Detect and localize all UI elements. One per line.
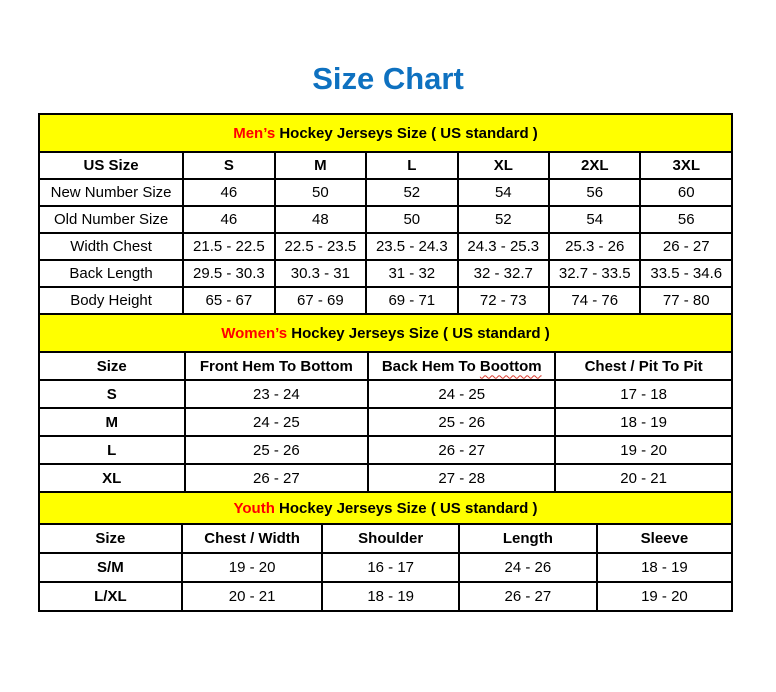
mens-row-label: Width Chest xyxy=(39,233,183,260)
mens-value-cell: 54 xyxy=(458,179,549,206)
mens-band-highlight: Men’s xyxy=(233,124,276,142)
mens-header-cell: S xyxy=(183,152,274,179)
womens-header-cell xyxy=(368,352,555,380)
youth-size-table xyxy=(38,491,733,612)
youth-data-row xyxy=(39,553,732,582)
youth-row-label: S/M xyxy=(39,553,182,582)
mens-value-cell: 31 - 32 xyxy=(366,260,457,287)
womens-band-row xyxy=(39,314,732,352)
youth-value-cell: 20 - 21 xyxy=(182,582,323,611)
mens-value-cell: 69 - 71 xyxy=(366,287,457,314)
womens-data-row xyxy=(39,436,732,464)
womens-row-label: M xyxy=(39,408,185,436)
youth-header-row xyxy=(39,524,732,553)
mens-band-row xyxy=(39,114,732,152)
mens-band-text: Hockey Jerseys Size ( US standard ) xyxy=(275,124,538,142)
mens-value-cell: 74 - 76 xyxy=(549,287,640,314)
mens-value-cell: 26 - 27 xyxy=(640,233,732,260)
womens-band xyxy=(39,314,732,352)
womens-data-row xyxy=(39,464,732,492)
mens-value-cell: 65 - 67 xyxy=(183,287,274,314)
mens-row-label: Back Length xyxy=(39,260,183,287)
womens-value-cell: 25 - 26 xyxy=(368,408,555,436)
youth-header-cell: Shoulder xyxy=(322,524,459,553)
mens-data-row xyxy=(39,287,732,314)
youth-header-cell: Length xyxy=(459,524,597,553)
mens-value-cell: 22.5 - 23.5 xyxy=(275,233,366,260)
mens-value-cell: 32 - 32.7 xyxy=(458,260,549,287)
mens-header-row xyxy=(39,152,732,179)
mens-row-label: New Number Size xyxy=(39,179,183,206)
mens-value-cell: 77 - 80 xyxy=(640,287,732,314)
womens-value-cell: 24 - 25 xyxy=(185,408,369,436)
mens-value-cell: 24.3 - 25.3 xyxy=(458,233,549,260)
youth-data-row xyxy=(39,582,732,611)
mens-data-row xyxy=(39,206,732,233)
youth-row-label: L/XL xyxy=(39,582,182,611)
womens-value-cell: 25 - 26 xyxy=(185,436,369,464)
womens-value-cell: 24 - 25 xyxy=(368,380,555,408)
womens-row-label: S xyxy=(39,380,185,408)
mens-header-cell: 3XL xyxy=(640,152,732,179)
size-tables-container xyxy=(38,113,733,612)
womens-value-cell: 26 - 27 xyxy=(185,464,369,492)
mens-value-cell: 48 xyxy=(275,206,366,233)
womens-value-cell: 20 - 21 xyxy=(555,464,732,492)
mens-row-label: Old Number Size xyxy=(39,206,183,233)
womens-row-label: XL xyxy=(39,464,185,492)
mens-value-cell: 33.5 - 34.6 xyxy=(640,260,732,287)
mens-value-cell: 56 xyxy=(640,206,732,233)
mens-data-row xyxy=(39,260,732,287)
mens-value-cell: 21.5 - 22.5 xyxy=(183,233,274,260)
youth-value-cell: 26 - 27 xyxy=(459,582,597,611)
mens-header-cell: L xyxy=(366,152,457,179)
womens-header-cell: Chest / Pit To Pit xyxy=(555,352,732,380)
womens-value-cell: 26 - 27 xyxy=(368,436,555,464)
mens-data-row xyxy=(39,179,732,206)
mens-size-table xyxy=(38,113,733,315)
mens-value-cell: 72 - 73 xyxy=(458,287,549,314)
misspelled-word: Boottom xyxy=(479,357,542,375)
youth-value-cell: 16 - 17 xyxy=(322,553,459,582)
page-title: Size Chart xyxy=(312,61,464,96)
youth-header-cell: Size xyxy=(39,524,182,553)
youth-value-cell: 19 - 20 xyxy=(182,553,323,582)
womens-value-cell: 23 - 24 xyxy=(185,380,369,408)
womens-value-cell: 18 - 19 xyxy=(555,408,732,436)
youth-value-cell: 19 - 20 xyxy=(597,582,732,611)
womens-value-cell: 19 - 20 xyxy=(555,436,732,464)
mens-header-cell: XL xyxy=(458,152,549,179)
womens-value-cell: 17 - 18 xyxy=(555,380,732,408)
mens-header-cell: US Size xyxy=(39,152,183,179)
youth-header-cell: Sleeve xyxy=(597,524,732,553)
mens-value-cell: 46 xyxy=(183,179,274,206)
mens-value-cell: 52 xyxy=(366,179,457,206)
womens-data-row xyxy=(39,380,732,408)
youth-value-cell: 18 - 19 xyxy=(322,582,459,611)
youth-header-cell: Chest / Width xyxy=(182,524,323,553)
mens-value-cell: 25.3 - 26 xyxy=(549,233,640,260)
youth-value-cell: 18 - 19 xyxy=(597,553,732,582)
mens-band xyxy=(39,114,732,152)
mens-data-row xyxy=(39,233,732,260)
mens-value-cell: 56 xyxy=(549,179,640,206)
mens-value-cell: 46 xyxy=(183,206,274,233)
mens-value-cell: 60 xyxy=(640,179,732,206)
mens-value-cell: 29.5 - 30.3 xyxy=(183,260,274,287)
womens-band-text: Hockey Jerseys Size ( US standard ) xyxy=(287,324,550,342)
womens-value-cell: 27 - 28 xyxy=(368,464,555,492)
mens-header-cell: 2XL xyxy=(549,152,640,179)
youth-band xyxy=(39,492,732,524)
mens-row-label: Body Height xyxy=(39,287,183,314)
womens-row-label: L xyxy=(39,436,185,464)
mens-value-cell: 54 xyxy=(549,206,640,233)
mens-value-cell: 50 xyxy=(275,179,366,206)
youth-band-text: Hockey Jerseys Size ( US standard ) xyxy=(274,499,538,517)
womens-size-table xyxy=(38,313,733,493)
mens-value-cell: 50 xyxy=(366,206,457,233)
mens-value-cell: 30.3 - 31 xyxy=(275,260,366,287)
youth-band-row xyxy=(39,492,732,524)
womens-header-cell: Size xyxy=(39,352,185,380)
mens-value-cell: 32.7 - 33.5 xyxy=(549,260,640,287)
mens-value-cell: 52 xyxy=(458,206,549,233)
womens-data-row xyxy=(39,408,732,436)
youth-value-cell: 24 - 26 xyxy=(459,553,597,582)
mens-value-cell: 23.5 - 24.3 xyxy=(366,233,457,260)
mens-value-cell: 67 - 69 xyxy=(275,287,366,314)
womens-header-text: Back Hem To xyxy=(381,357,480,375)
youth-band-highlight: Youth xyxy=(233,499,275,517)
womens-header-cell: Front Hem To Bottom xyxy=(185,352,369,380)
mens-header-cell: M xyxy=(275,152,366,179)
womens-band-highlight: Women’s xyxy=(221,324,288,342)
womens-header-row xyxy=(39,352,732,380)
